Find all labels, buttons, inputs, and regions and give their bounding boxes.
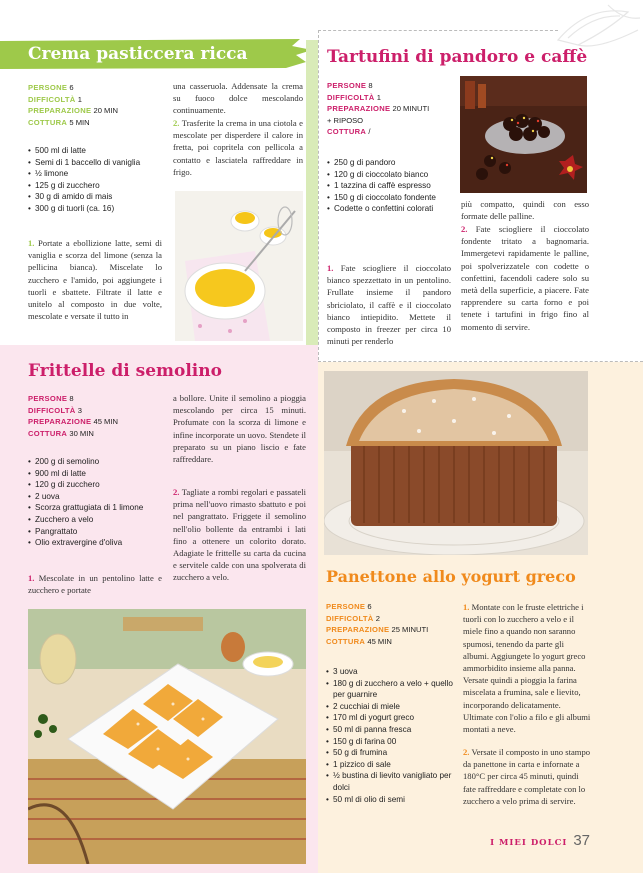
step-text: più compatto, quindi con esso formate delle palline. xyxy=(461,199,589,222)
step-text: una casseruola. Addensate la crema su fuoco dolce mescolando continuamente. xyxy=(173,81,303,116)
meta-value: 20 MINUTI xyxy=(392,104,430,114)
tartufini-ingredients xyxy=(327,157,449,215)
ingredient: • 200 g di semolino xyxy=(28,456,168,468)
ingredient: • Pangrattato xyxy=(28,526,168,538)
meta-key: PREPARAZIONE xyxy=(28,417,92,427)
step-text: a bollore. Unite il semolino a pioggia mescolando per circa 15 minuti. Profumate con la scorza di limone e infine incorporate un uovo. Stendete il preparato su un piano liscio e fate raffreddare. xyxy=(173,393,306,465)
meta-key: COTTURA xyxy=(28,428,68,438)
crema-ingredients xyxy=(28,145,163,215)
ingredient: • Scorza grattugiata di 1 limone xyxy=(28,502,168,514)
step-number: 2. xyxy=(461,224,468,234)
meta-value: 25 MINUTI xyxy=(391,625,429,635)
meta-value: 6 xyxy=(367,602,372,611)
panettone-title: Panettone allo yogurt greco xyxy=(326,567,576,586)
ingredient: • 120 g di zucchero xyxy=(28,479,168,491)
meta-key: DIFFICOLTÀ xyxy=(28,405,76,415)
step-text: Tagliate a rombi regolari e passateli prima nell'uovo rimasto sbattuto e poi nel pangrattato. Friggete il semolino nell'olio bollente da entrambi i lati fino a ottenere un colorito dorato. Adagiate le frittelle su carta da cucina e servitele calde con una spolverata di zucchero a velo. xyxy=(173,487,306,583)
step-number: 2. xyxy=(173,487,180,497)
step-number: 2. xyxy=(463,747,470,757)
page-footer xyxy=(470,832,590,850)
ingredient: • Codette o confettini colorati xyxy=(327,203,449,215)
ingredient: • 120 g di cioccolato bianco xyxy=(327,169,449,181)
frittelle-step2 xyxy=(173,486,306,584)
panettone-step2 xyxy=(463,746,591,807)
step-number: 1. xyxy=(28,238,35,248)
tartufini-meta xyxy=(327,80,457,138)
dashed-frame-line-bottom xyxy=(318,361,643,362)
crema-title: Crema pasticcera ricca xyxy=(28,44,248,64)
panettone-step1 xyxy=(463,601,591,735)
ingredient: • 150 g di cioccolato fondente xyxy=(327,192,449,204)
tartufini-photo xyxy=(460,76,587,193)
tartufini-step2 xyxy=(461,223,589,333)
ingredient: • 900 ml di latte xyxy=(28,468,168,480)
meta-key: PREPARAZIONE xyxy=(326,625,390,635)
meta-value: 8 xyxy=(69,394,74,403)
meta-key: PERSONE xyxy=(28,394,68,403)
step-text: Trasferite la crema in una ciotola e mescolate per disperdere il calore in fretta, poi copritela con pellicola a contatto e lasciatela raffreddare in frigo. xyxy=(173,118,303,177)
panettone-photo xyxy=(324,371,588,555)
meta-value: 2 xyxy=(375,613,380,623)
step-text: Versate il composto in uno stampo da panettone in carta e infornate a 180°C per circa 45 minuti, quindi fate raffreddare e completate con lo zucchero a velo prima di servire. xyxy=(463,747,591,806)
crema-meta xyxy=(28,82,148,128)
ingredient: • ½ bustina di lievito vanigliato per dolci xyxy=(326,770,454,793)
meta-key: DIFFICOLTÀ xyxy=(327,92,375,102)
step-text: Fate sciogliere il cioccolato fondente tritato a bagnomaria. Immergetevi rapidamente le palline, poi spolverizzatele con codette o confettini, facendoli cadere solo su metà della superficie, a piacere. Fate rapprendere su carta forno e poi tenete i tartufini in frigo fino al momento di servire. xyxy=(461,224,589,332)
meta-key: COTTURA xyxy=(326,636,366,646)
frittelle-title: Frittelle di semolino xyxy=(28,361,222,381)
meta-value: / xyxy=(368,127,371,137)
magazine-name: I MIEI DOLCI xyxy=(490,838,568,848)
meta-key: PREPARAZIONE xyxy=(327,104,391,114)
step-number: 2. xyxy=(173,118,180,128)
meta-value: 6 xyxy=(69,83,74,92)
crema-photo xyxy=(175,191,303,341)
meta-value: 1 xyxy=(376,92,381,102)
ingredient: • 1 tazzina di caffè espresso xyxy=(327,180,449,192)
step-text: Mescolate in un pentolino latte e zucchero e portate xyxy=(28,573,162,596)
step-number: 1. xyxy=(28,573,35,583)
tartufini-step1 xyxy=(327,262,451,347)
ingredient: • Semi di 1 baccello di vaniglia xyxy=(28,157,163,169)
page-number: 37 xyxy=(573,832,590,849)
green-side-edge xyxy=(306,40,318,345)
meta-value: 8 xyxy=(368,81,373,90)
tartufini-step1-continued xyxy=(461,198,589,222)
ingredient: • 150 g di farina 00 xyxy=(326,736,454,748)
step-number: 1. xyxy=(327,263,334,273)
ingredient: • 300 g di tuorli (ca. 16) xyxy=(28,203,163,215)
ingredient: • ½ limone xyxy=(28,168,163,180)
meta-value: 20 MIN xyxy=(93,106,118,116)
ingredient: • 50 g di frumina xyxy=(326,747,454,759)
frittelle-meta xyxy=(28,393,148,439)
frittelle-step1 xyxy=(28,572,162,596)
frittelle-ingredients xyxy=(28,456,168,549)
dashed-frame-line xyxy=(318,30,319,360)
meta-value: 3 xyxy=(77,405,82,415)
step-text: Montate con le fruste elettriche i tuorli con lo zucchero a velo e il miele fino a quando non saranno spumosi, tenendo da parte gli albumi. Aggiungete lo yogurt greco ammorbidito insieme alla panna. Versate quindi a pioggia la farina miscelata a frumina, sale e lievito, incorporando delicatamente. Ultimate con l'olio a filo e gli albumi montati a neve. xyxy=(463,602,591,735)
meta-value: 1 xyxy=(77,94,82,104)
ingredient: • 250 g di pandoro xyxy=(327,157,449,169)
ingredient: • 50 ml di panna fresca xyxy=(326,724,454,736)
meta-key: COTTURA xyxy=(28,117,68,127)
meta-key: DIFFICOLTÀ xyxy=(326,613,374,623)
ingredient: • 180 g di zucchero a velo + quello per guarnire xyxy=(326,678,454,701)
meta-value: 5 MIN xyxy=(69,117,90,127)
meta-key: DIFFICOLTÀ xyxy=(28,94,76,104)
ingredient: • 3 uova xyxy=(326,666,454,678)
crema-step1-continued xyxy=(173,80,303,117)
step-number: 1. xyxy=(463,602,470,612)
ingredient: • 125 g di zucchero xyxy=(28,180,163,192)
ingredient: • 1 pizzico di sale xyxy=(326,759,454,771)
meta-key: PERSONE xyxy=(327,81,367,90)
frittelle-step1-continued xyxy=(173,392,306,465)
tartufini-title: Tartufini di pandoro e caffè xyxy=(327,47,588,67)
ingredient: • 50 ml di olio di semi xyxy=(326,794,454,806)
meta-value: 45 MIN xyxy=(367,636,392,646)
ingredient: • 30 g di amido di mais xyxy=(28,191,163,203)
frittelle-photo xyxy=(28,609,306,864)
ingredient: • Zucchero a velo xyxy=(28,514,168,526)
meta-value: 45 MIN xyxy=(93,417,118,427)
crema-step1 xyxy=(28,237,162,322)
ingredient: • 2 cucchiai di miele xyxy=(326,701,454,713)
dashed-frame-line-top xyxy=(318,30,558,31)
ingredient: • 170 ml di yogurt greco xyxy=(326,712,454,724)
meta-value: 30 MIN xyxy=(69,428,94,438)
step-text: Fate sciogliere il cioccolato bianco spezzettato in un pentolino. Frullate insieme il pandoro sbriciolato, il caffè e il cioccolato bianco intiepidito. Mettete il composto in freezer per circa 10 minuti per renderlo xyxy=(327,263,451,347)
meta-key: PERSONE xyxy=(28,83,68,92)
meta-key: PERSONE xyxy=(326,602,366,611)
panettone-meta xyxy=(326,601,461,647)
meta-note: + RIPOSO xyxy=(327,115,364,125)
crema-step2 xyxy=(173,117,303,178)
step-text: Portate a ebollizione latte, semi di vaniglia e scorza del limone (senza la pellicina bianca). Miscelate lo zucchero e l'amido, poi aggiungete i tuorli e sbattete. Filtrate il latte e unitelo al composto in due volte, mescolate e versate il tutto in xyxy=(28,238,162,322)
panettone-ingredients xyxy=(326,666,454,805)
ingredient: • Olio extravergine d'oliva xyxy=(28,537,168,549)
meta-key: PREPARAZIONE xyxy=(28,106,92,116)
ingredient: • 2 uova xyxy=(28,491,168,503)
meta-key: COTTURA xyxy=(327,127,367,137)
ingredient: • 500 ml di latte xyxy=(28,145,163,157)
